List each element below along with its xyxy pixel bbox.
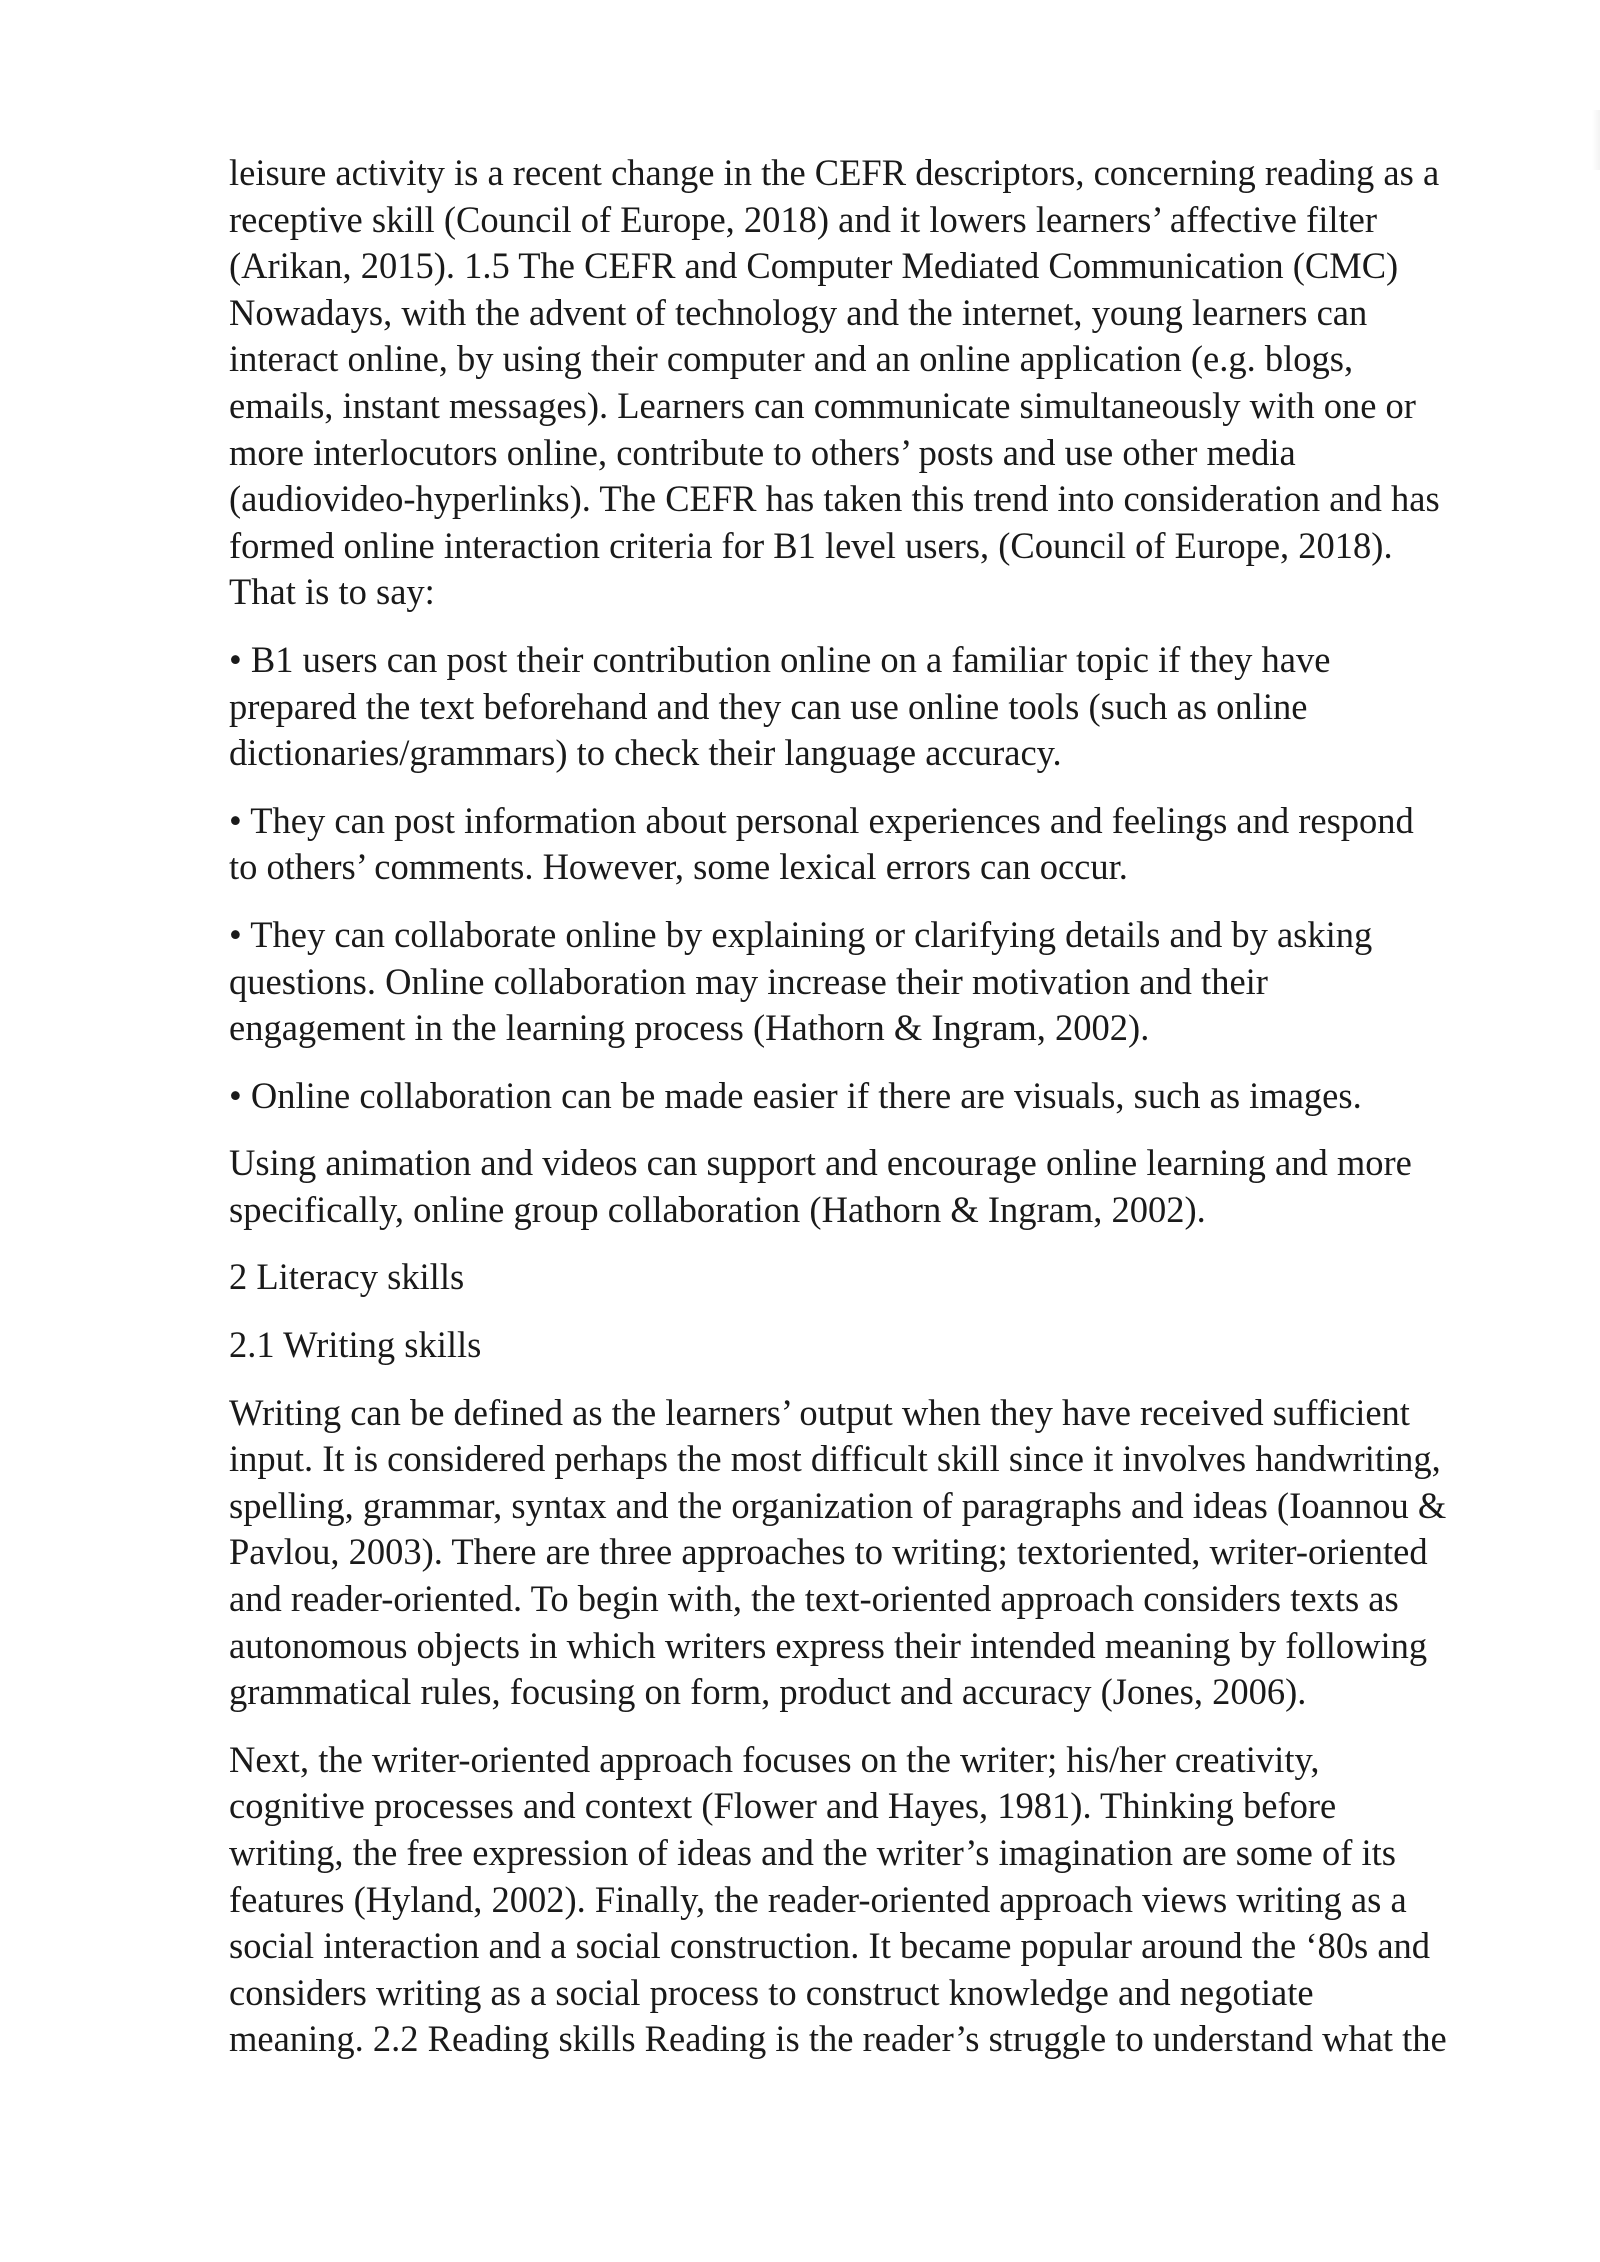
page-edge-shadow <box>1592 110 1600 170</box>
text-line: engagement in the learning process (Hathorn & Ingram, 2002). <box>229 1007 1150 1049</box>
text-line: social interaction and a social construction. It became popular around the ‘80s and <box>229 1925 1431 1967</box>
text-line: 2 Literacy skills <box>229 1256 465 1298</box>
text-line: cognitive processes and context (Flower and Hayes, 1981). Thinking before <box>229 1785 1337 1827</box>
text-line: Using animation and videos can support and encourage online learning and more <box>229 1142 1412 1184</box>
paragraph <box>229 1390 1499 1716</box>
text-line: writing, the free expression of ideas and the writer’s imagination are some of its <box>229 1832 1396 1873</box>
text-line: Nowadays, with the advent of technology and the internet, young learners can <box>229 291 1368 333</box>
text-line: spelling, grammar, syntax and the organization of paragraphs and ideas (Ioannou & <box>229 1484 1447 1526</box>
text-line: interact online, by using their computer and an online application (e.g. blogs, <box>229 338 1354 380</box>
text-line: Next, the writer-oriented approach focuses on the writer; his/her creativity, <box>229 1738 1320 1780</box>
paragraph <box>229 912 1499 1052</box>
paragraph <box>229 798 1499 891</box>
text-line: to others’ comments. However, some lexical errors can occur. <box>229 846 1128 888</box>
text-line: receptive skill (Council of Europe, 2018) and it lowers learners’ affective filter <box>229 198 1377 240</box>
text-line: Pavlou, 2003). There are three approaches to writing; textoriented, writer-oriented <box>229 1531 1428 1573</box>
text-line: specifically, online group collaboration (Hathorn & Ingram, 2002). <box>229 1188 1206 1230</box>
paragraph <box>229 150 1499 616</box>
text-line: (audiovideo-hyperlinks). The CEFR has taken this trend into consideration and has <box>229 478 1440 520</box>
text-line: grammatical rules, focusing on form, product and accuracy (Jones, 2006). <box>229 1671 1307 1713</box>
text-line: • They can post information about personal experiences and feelings and respond <box>229 799 1414 841</box>
paragraph <box>229 1737 1499 2063</box>
text-line: • B1 users can post their contribution online on a familiar topic if they have <box>229 638 1331 680</box>
paragraph <box>229 1140 1499 1233</box>
text-line: • Online collaboration can be made easier if there are visuals, such as images. <box>229 1074 1362 1116</box>
text-line: leisure activity is a recent change in the CEFR descriptors, concerning reading as a <box>229 152 1440 193</box>
paragraph <box>229 637 1499 777</box>
text-line: That is to say: <box>229 571 435 613</box>
text-line: autonomous objects in which writers express their intended meaning by following <box>229 1624 1428 1666</box>
text-line: emails, instant messages). Learners can communicate simultaneously with one or <box>229 384 1416 426</box>
document-body <box>229 150 1499 2084</box>
text-line: Writing can be defined as the learners’ output when they have received sufficient <box>229 1391 1410 1433</box>
text-line: input. It is considered perhaps the most difficult skill since it involves handwriting, <box>229 1438 1441 1480</box>
text-line: questions. Online collaboration may increase their motivation and their <box>229 960 1268 1002</box>
paragraph <box>229 1322 1499 1369</box>
text-line: considers writing as a social process to construct knowledge and negotiate <box>229 1971 1314 2013</box>
text-line: dictionaries/grammars) to check their language accuracy. <box>229 732 1062 774</box>
text-line: meaning. 2.2 Reading skills Reading is the reader’s struggle to understand what the <box>229 2018 1447 2060</box>
text-line: (Arikan, 2015). 1.5 The CEFR and Computer Mediated Communication (CMC) <box>229 245 1399 287</box>
paragraph <box>229 1073 1499 1120</box>
text-line: formed online interaction criteria for B1 level users, (Council of Europe, 2018). <box>229 524 1393 566</box>
text-line: 2.1 Writing skills <box>229 1324 482 1366</box>
text-line: prepared the text beforehand and they can use online tools (such as online <box>229 685 1308 727</box>
text-line: and reader-oriented. To begin with, the text-oriented approach considers texts as <box>229 1578 1399 1620</box>
text-line: features (Hyland, 2002). Finally, the reader-oriented approach views writing as a <box>229 1878 1407 1920</box>
text-line: more interlocutors online, contribute to others’ posts and use other media <box>229 431 1296 473</box>
paragraph <box>229 1254 1499 1301</box>
text-line: • They can collaborate online by explaining or clarifying details and by asking <box>229 913 1373 955</box>
